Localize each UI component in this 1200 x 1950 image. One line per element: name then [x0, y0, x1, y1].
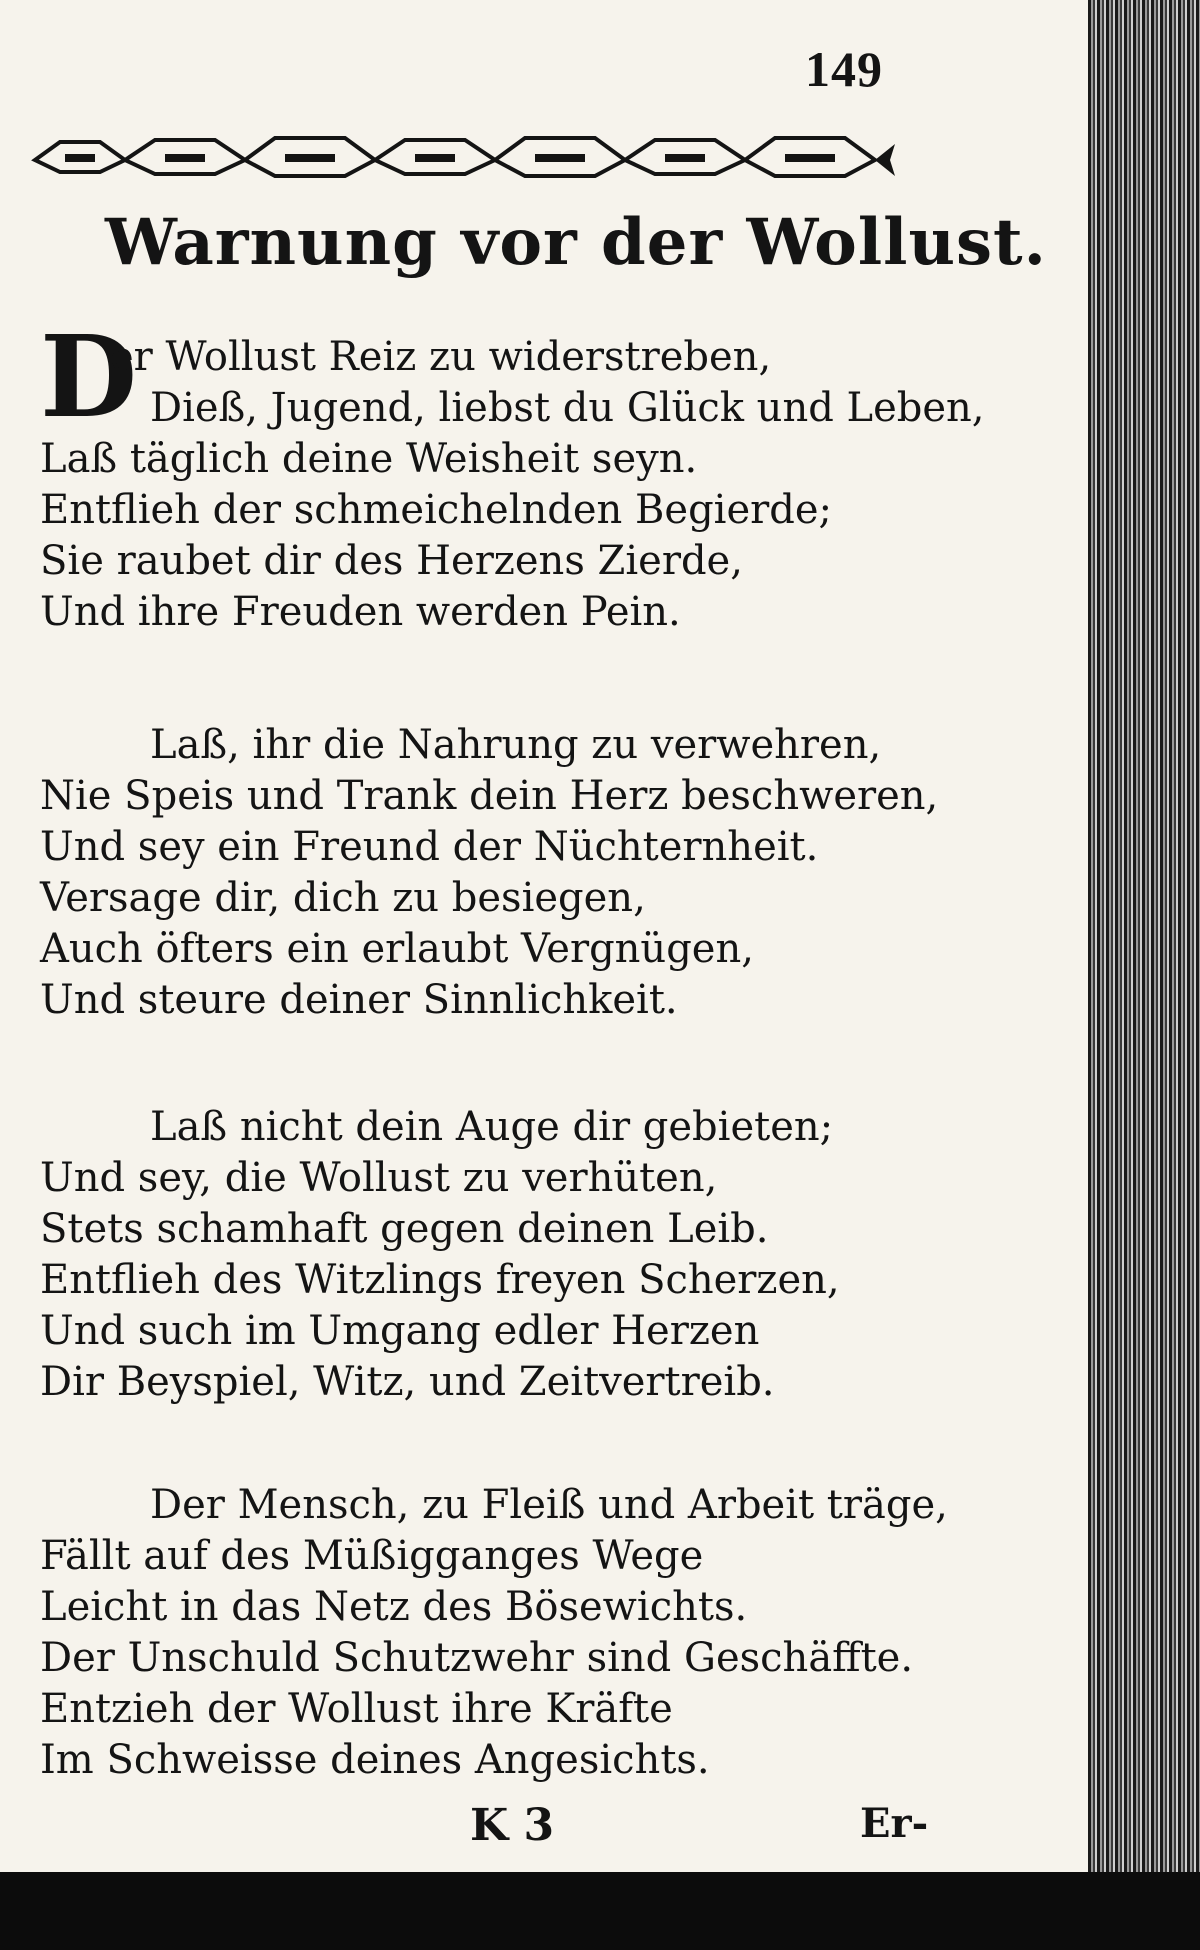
- drop-cap: D: [40, 312, 138, 443]
- verse-line: Entzieh der Wollust ihre Kräfte: [40, 1686, 673, 1732]
- chain-ornament-icon: [30, 122, 900, 182]
- stanza-4: [40, 1480, 948, 1786]
- verse-line: Fällt auf des Müßigganges Wege: [40, 1533, 704, 1579]
- verse-line: Und such im Umgang edler Herzen: [40, 1308, 760, 1354]
- verse-line: Der Unschuld Schutzwehr sind Geschäffte.: [40, 1635, 914, 1681]
- verse-line: Der Mensch, zu Fleiß und Arbeit träge,: [150, 1482, 948, 1528]
- verse-line: Leicht in das Netz des Bösewichts.: [40, 1584, 748, 1630]
- verse-line: Versage dir, dich zu besiegen,: [40, 875, 646, 921]
- verse-line: Entflieh des Witzlings freyen Scherzen,: [40, 1257, 840, 1303]
- verse-line: Und ihre Freuden werden Pein.: [40, 589, 681, 635]
- verse-line: Nie Speis und Trank dein Herz beschweren,: [40, 773, 939, 819]
- stanza-2: [40, 720, 938, 1026]
- verse-line: Stets schamhaft gegen deinen Leib.: [40, 1206, 769, 1252]
- signature-mark: K 3: [470, 1800, 555, 1851]
- scan-bottom-border: [0, 1872, 1200, 1950]
- verse-line: Dir Beyspiel, Witz, und Zeitvertreib.: [40, 1359, 775, 1405]
- verse-line: Und steure deiner Sinnlichkeit.: [40, 977, 678, 1023]
- verse-line: Entflieh der schmeichelnden Begierde;: [40, 487, 833, 533]
- stanza-1: [40, 332, 985, 638]
- verse-line: Und sey ein Freund der Nüchternheit.: [40, 824, 819, 870]
- verse-line: Laß, ihr die Nahrung zu verwehren,: [150, 722, 882, 768]
- verse-line: Laß nicht dein Auge dir gebieten;: [150, 1104, 834, 1150]
- verse-line: Dieß, Jugend, liebst du Glück und Leben,: [150, 385, 985, 431]
- verse-line: er Wollust Reiz zu widerstreben,: [110, 334, 772, 380]
- poem-title: Warnung vor der Wollust.: [105, 205, 1047, 280]
- catchword: Er-: [860, 1800, 929, 1847]
- verse-line: Sie raubet dir des Herzens Zierde,: [40, 538, 743, 584]
- verse-line: Auch öfters ein erlaubt Vergnügen,: [40, 926, 754, 972]
- verse-line: Und sey, die Wollust zu verhüten,: [40, 1155, 718, 1201]
- page-number: 149: [805, 41, 883, 97]
- stanza-3: [40, 1102, 840, 1408]
- verse-line: Laß täglich deine Weisheit seyn.: [40, 436, 698, 482]
- verse-line: Im Schweisse deines Angesichts.: [40, 1737, 710, 1783]
- page-edge-stack: [1088, 0, 1200, 1950]
